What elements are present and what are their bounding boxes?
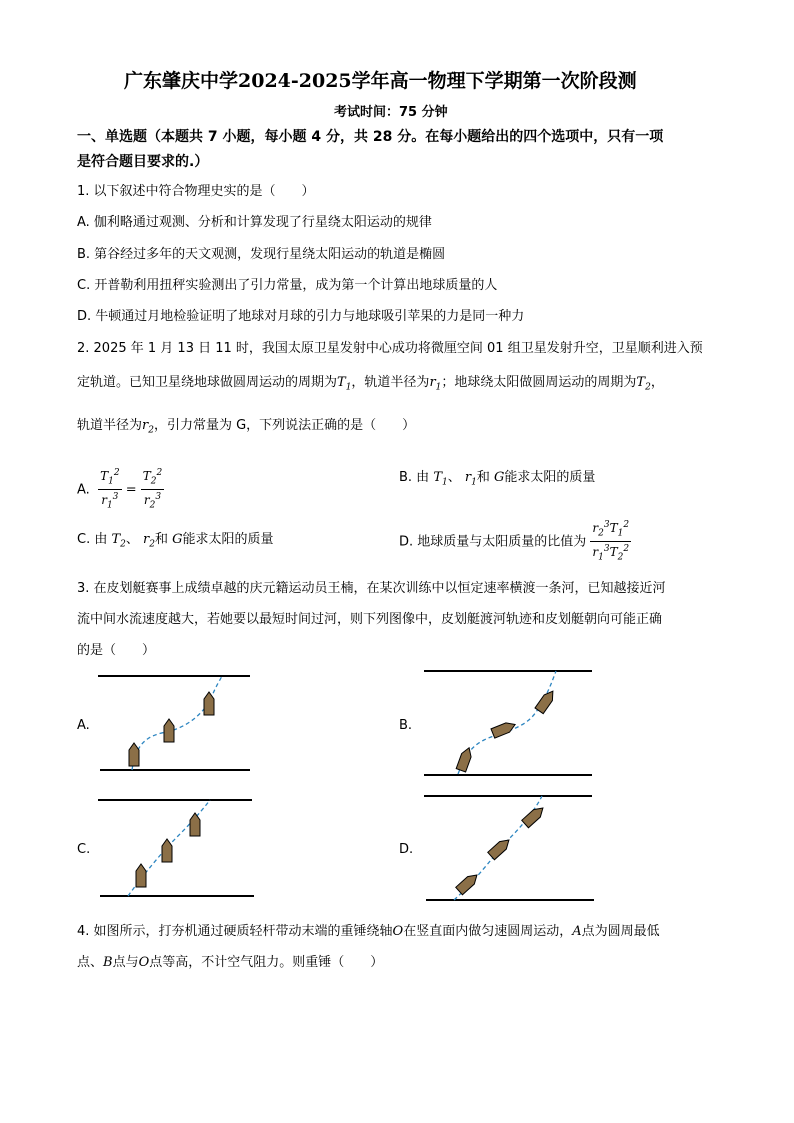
- boat-icon: [488, 836, 513, 859]
- page-title: 广东肇庆中学2024-2025学年高一物理下学期第一次阶段测: [124, 70, 637, 92]
- q3-line1: 3. 在皮划艇赛事上成绩卓越的庆元籍运动员王楠，在某次训练中以恒定速率横渡一条河，已知越接近河: [77, 581, 666, 596]
- q3-diagram-a: [96, 674, 256, 774]
- boat-icon: [129, 743, 139, 766]
- q4-line2: 点、B点与O点等高，不计空气阻力。则重锤（ ）: [77, 955, 384, 970]
- q3-label-c: C.: [77, 842, 91, 857]
- q1-option-b: B. 第谷经过多年的天文观测，发现行星绕太阳运动的轨道是椭圆: [77, 247, 446, 262]
- boat-icon: [204, 692, 214, 715]
- section-heading-line1: 一、单选题（本题共 7 小题，每小题 4 分，共 28 分。在每小题给出的四个选项中，只有一项: [77, 129, 664, 145]
- boat-icon: [190, 813, 200, 836]
- q1-stem: 1. 以下叙述中符合物理史实的是（ ）: [77, 184, 315, 199]
- q2-fraction-right: $\frac{T_2^2}{r_2^3}$: [142, 468, 163, 511]
- q3-label-b: B.: [399, 718, 413, 733]
- q3-line3: 的是（ ）: [77, 643, 156, 658]
- q2-option-b: B. 由 $T_1$、 $r_1$和 G能求太阳的质量: [399, 470, 596, 488]
- q2-ratio-fraction: $\frac{r_2^3T_1^2}{r_1^3T_2^2}$: [592, 520, 630, 563]
- boat-path: [458, 671, 556, 774]
- q3-label-a: A.: [77, 718, 90, 733]
- q3-diagram-b: [420, 668, 600, 778]
- q2-line1: 2. 2025 年 1 月 13 日 11 时，我国太原卫星发射中心成功将微厘空间 01 组卫星发射升空，卫星顺利进入预: [77, 341, 703, 356]
- boat-icon: [456, 746, 474, 772]
- boat-icon: [491, 720, 517, 738]
- q1-option-d: D. 牛顿通过月地检验证明了地球对月球的引力与地球吸引苹果的力是同一种力: [77, 309, 525, 324]
- q2-fraction-left: $\frac{T_1^2}{r_1^3}$: [100, 468, 120, 511]
- q3-diagram-d: [422, 792, 598, 902]
- q2-line2: 定轨道。已知卫星绕地球做圆周运动的周期为$T_1$，轨道半径为$r_1$；地球绕太阳做圆周运动的周期为$T_2$，: [77, 375, 664, 393]
- exam-time: 考试时间：75 分钟: [334, 105, 448, 120]
- q1-option-a: A. 伽利略通过观测、分析和计算发现了行星绕太阳运动的规律: [77, 215, 432, 230]
- q2-line3: 轨道半径为$r_2$，引力常量为 G，下列说法正确的是（ ）: [77, 418, 416, 436]
- q1-option-c: C. 开普勒利用扭秤实验测出了引力常量，成为第一个计算出地球质量的人: [77, 278, 498, 293]
- q3-diagram-c: [96, 798, 258, 898]
- section-heading-line2: 是符合题目要求的.）: [77, 154, 209, 170]
- boat-icon: [164, 719, 174, 742]
- q3-label-d: D.: [399, 842, 414, 857]
- q4-line1: 4. 如图所示，打夯机通过硬质轻杆带动末端的重锤绕轴O在竖直面内做匀速圆周运动，A点为圆周最低: [77, 924, 660, 939]
- boat-icon: [456, 871, 481, 894]
- q2-option-d: D. 地球质量与太阳质量的比值为 $\frac{r_2^3T_1^2}{r_1^3T_2^2}$: [399, 518, 631, 566]
- q3-line2: 流中间水流速度越大，若她要以最短时间过河，则下列图像中，皮划艇渡河轨迹和皮划艇朝向可能正确: [77, 612, 663, 627]
- boat-icon: [535, 688, 557, 713]
- boat-icon: [136, 864, 146, 887]
- boat-icon: [522, 804, 547, 827]
- boat-path: [132, 676, 222, 770]
- q2-option-c: C. 由 $T_2$、 $r_2$和 G能求太阳的质量: [77, 532, 274, 550]
- boat-icon: [162, 839, 172, 862]
- q2-option-a: A. $\frac{T_1^2}{r_1^3}$ = $\frac{T_2^2}{r_2^3}$: [77, 466, 164, 514]
